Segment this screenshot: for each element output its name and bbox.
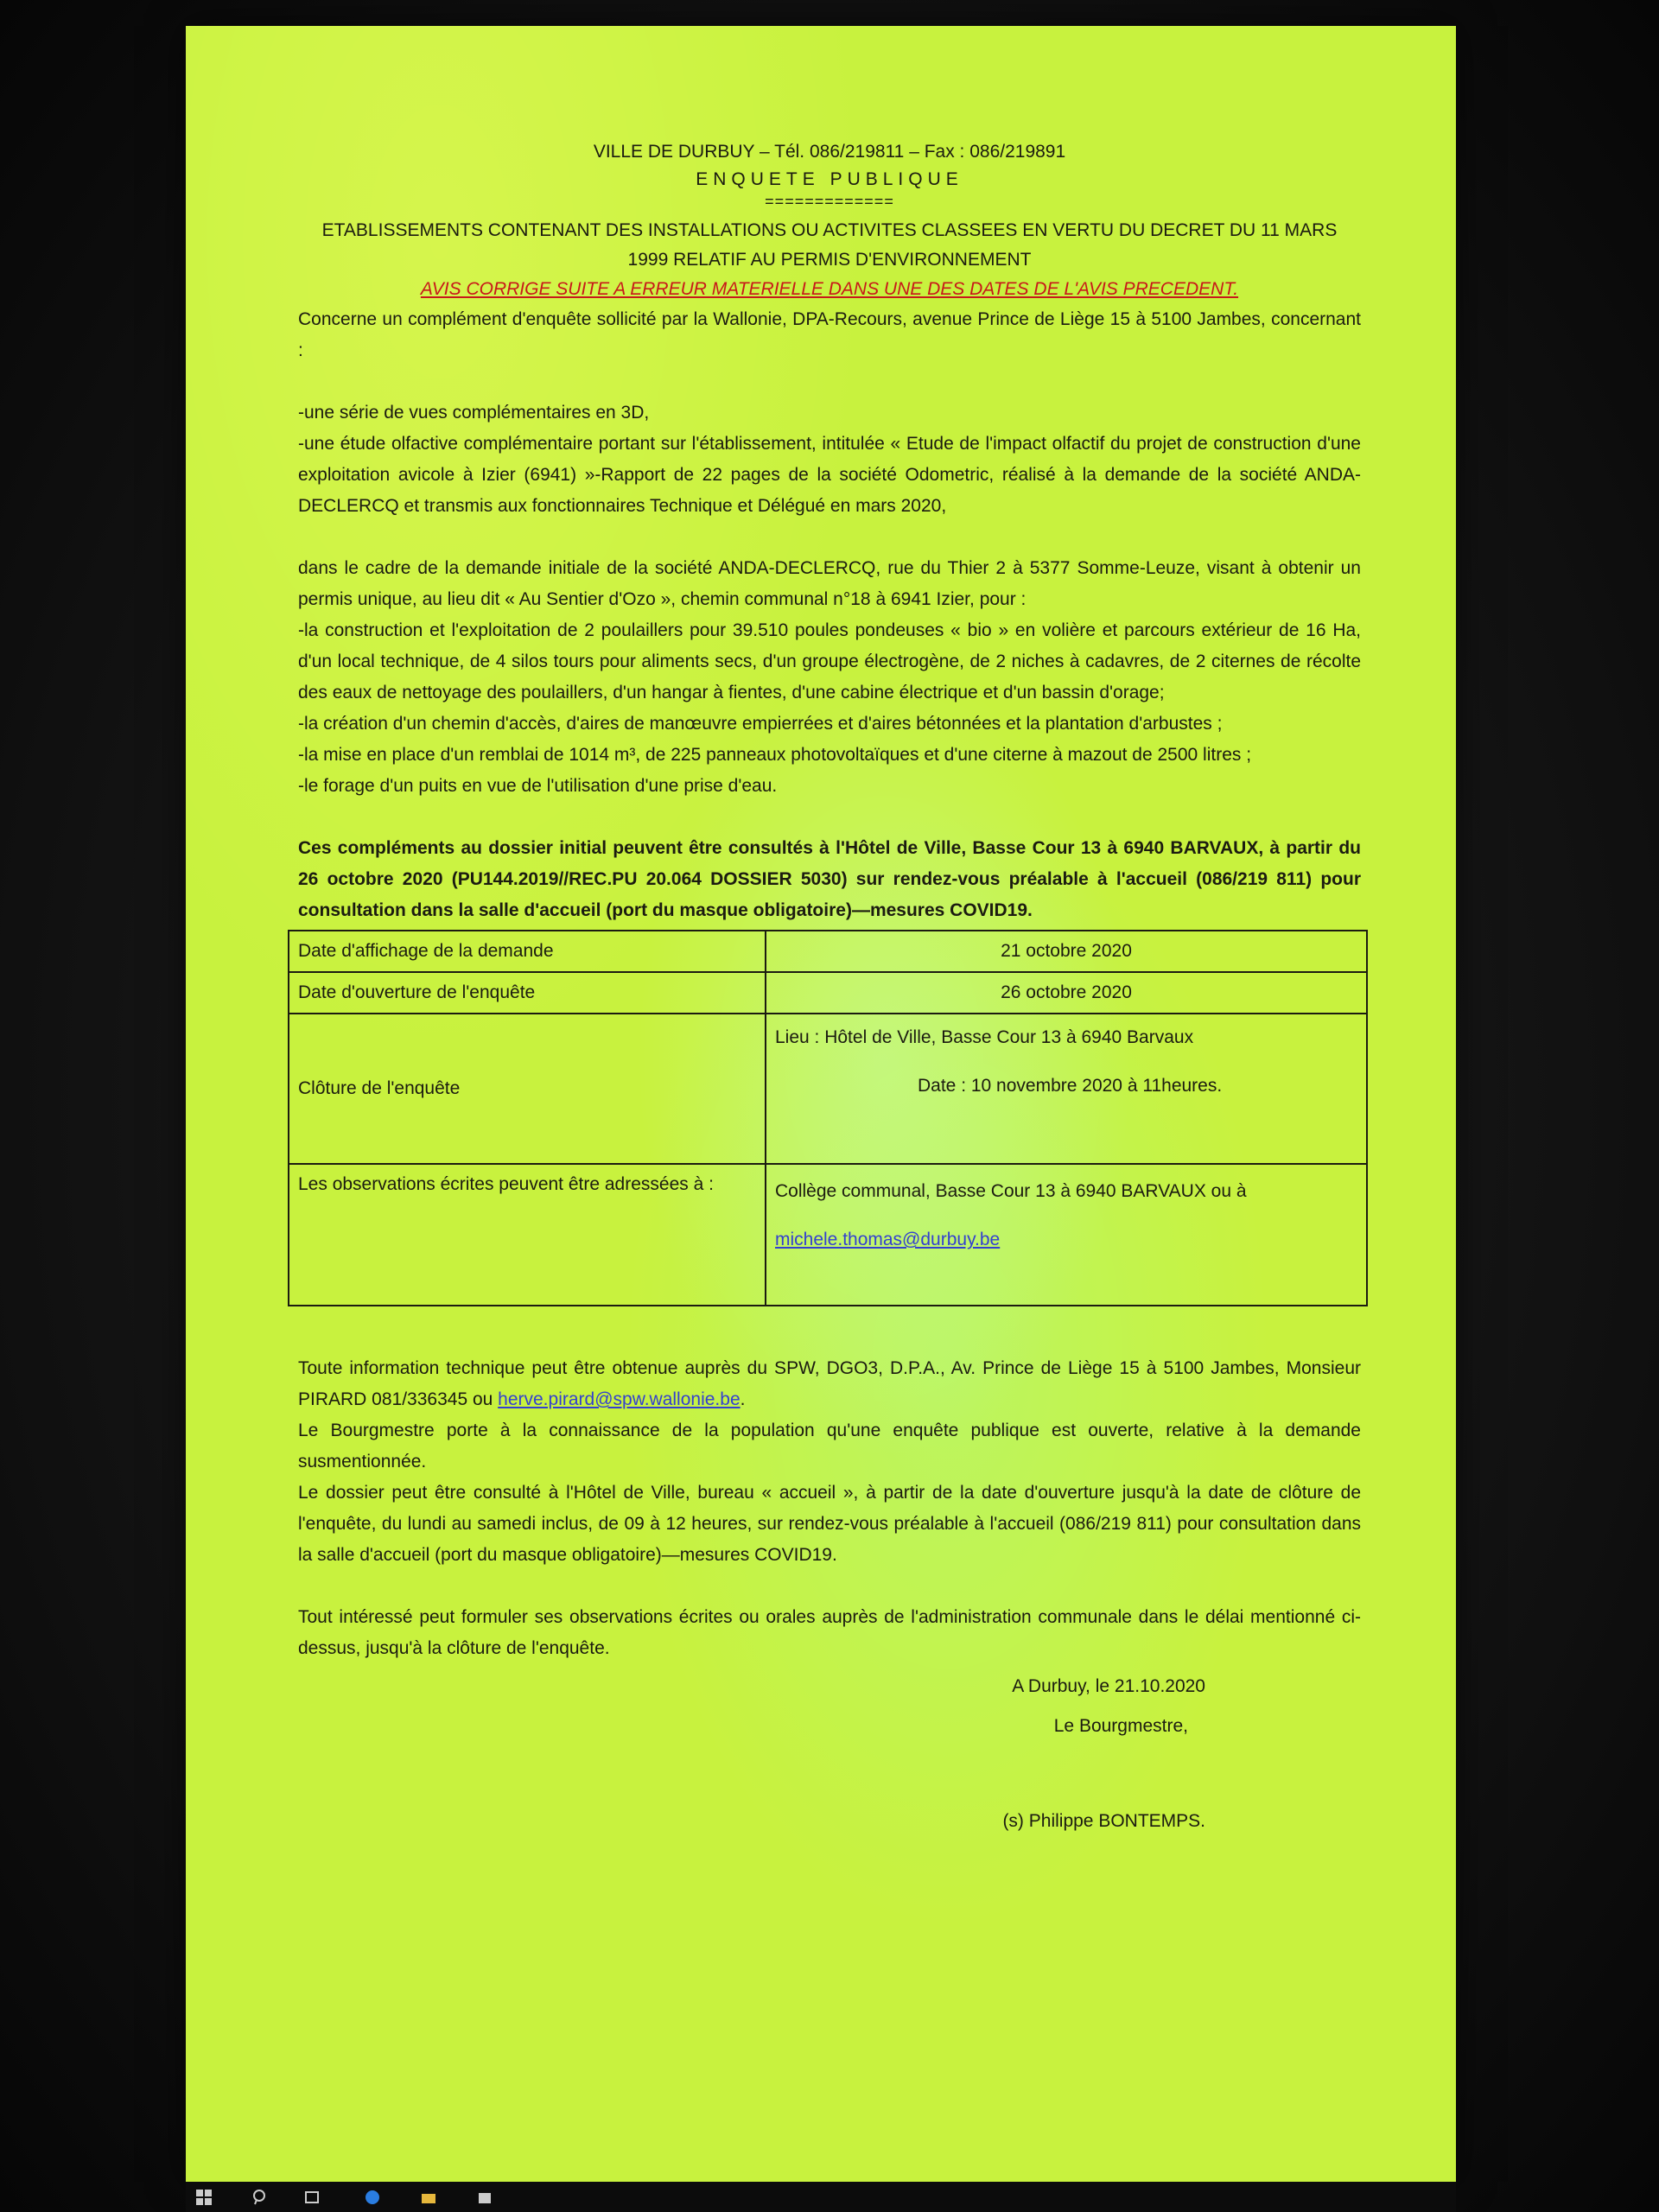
table-value-observations <box>766 1164 1367 1306</box>
complement-item-1: -une série de vues complémentaires en 3D, <box>298 403 650 423</box>
project-item-3: -la mise en place d'un remblai de 1014 m³, de 225 panneaux photovoltaïques et d'une citerne à mazout de 2500 litres ; <box>298 745 1252 765</box>
edge-icon[interactable] <box>363 2189 382 2208</box>
project-item-2: -la création d'un chemin d'accès, d'aires de manœuvre empierrées et d'aires bétonnées et la plantation d'arbustes ; <box>298 714 1223 734</box>
public-notice-document <box>298 138 1361 1837</box>
table-label-opening-date: Date d'ouverture de l'enquête <box>289 972 766 1014</box>
complement-item-2: -une étude olfactive complémentaire portant sur l'établissement, intitulée « Etude de l'impact olfactif du projet de construction d'une exploitation avicole à Izier (6941) »-Rapport de 22 pages de la société Odometric, réalisé à la demande de la société ANDA-DECLERCQ et transmis aux fonctionnaires Technique et Délégué en mars 2020, <box>298 434 1361 516</box>
inquiry-dates-table <box>288 930 1368 1306</box>
table-row <box>289 1014 1367 1164</box>
windows-icon[interactable] <box>194 2189 213 2208</box>
observations-paragraph: Tout intéressé peut formuler ses observations écrites ou orales auprès de l'administration communale dans le délai mentionné ci-dessus, jusqu'à la clôture de l'enquête. <box>298 1607 1361 1658</box>
table-label-posting-date: Date d'affichage de la demande <box>289 931 766 972</box>
bourgmestre-paragraph: Le Bourgmestre porte à la connaissance de la population qu'une enquête publique est ouverte, relative à la demande susmentionnée. <box>298 1421 1361 1471</box>
technical-info-paragraph <box>298 1353 1361 1415</box>
table-row <box>289 972 1367 1014</box>
observations-email-link[interactable]: michele.thomas@durbuy.be <box>775 1230 1001 1249</box>
place-date: A Durbuy, le 21.10.2020 <box>1012 1676 1205 1696</box>
notice-header-title: ENQUETE PUBLIQUE <box>696 169 963 189</box>
table-value-posting-date: 21 octobre 2020 <box>766 931 1367 972</box>
signatory-title: Le Bourgmestre, <box>1053 1716 1188 1736</box>
search-icon[interactable] <box>251 2189 270 2208</box>
table-value-opening-date: 26 octobre 2020 <box>766 972 1367 1014</box>
table-row <box>289 931 1367 972</box>
corrected-notice-warning: AVIS CORRIGE SUITE A ERREUR MATERIELLE DANS UNE DES DATES DE L'AVIS PRECEDENT. <box>420 279 1239 299</box>
signatory-name: (s) Philippe BONTEMPS. <box>1002 1811 1205 1831</box>
task-view-icon[interactable] <box>302 2189 321 2208</box>
table-value-closing <box>766 1014 1367 1164</box>
table-label-closing: Clôture de l'enquête <box>289 1014 766 1164</box>
file-explorer-icon[interactable] <box>419 2189 438 2208</box>
display-screen <box>186 26 1456 2182</box>
table-label-observations: Les observations écrites peuvent être adressées à : <box>289 1164 766 1306</box>
windows-taskbar <box>186 2182 1456 2212</box>
closing-location: Lieu : Hôtel de Ville, Basse Cour 13 à 6940 Barvaux <box>775 1027 1194 1047</box>
notice-header-separator: ============= <box>765 193 894 210</box>
intro-paragraph: Concerne un complément d'enquête sollicité par la Wallonie, DPA-Recours, avenue Prince de Liège 15 à 5100 Jambes, concernant : <box>298 309 1361 360</box>
dossier-paragraph: Le dossier peut être consulté à l'Hôtel de Ville, bureau « accueil », à partir de la date d'ouverture jusqu'à la date de clôture de l'enquête, du lundi au samedi inclus, de 09 à 12 heures, sur rendez-vous préalable à l'accueil (086/219 811) pour consultation dans la salle d'accueil (port du masque obligatoire)—mesures COVID19. <box>298 1483 1361 1565</box>
notice-header-subject: ETABLISSEMENTS CONTENANT DES INSTALLATIONS OU ACTIVITES CLASSEES EN VERTU DU DECRET DU 11 MARS 1999 RELATIF AU PERMIS D'ENVIRONNEMENT <box>321 220 1338 270</box>
notice-header-town: VILLE DE DURBUY – Tél. 086/219811 – Fax : 086/219891 <box>593 142 1066 162</box>
context-paragraph: dans le cadre de la demande initiale de la société ANDA-DECLERCQ, rue du Thier 2 à 5377 Somme-Leuze, visant à obtenir un permis unique, au lieu dit « Au Sentier d'Ozo », chemin communal n°18 à 6941 Izier, pour : <box>298 558 1361 609</box>
store-icon[interactable] <box>475 2189 494 2208</box>
project-item-4: -le forage d'un puits en vue de l'utilisation d'une prise d'eau. <box>298 776 778 796</box>
observations-address: Collège communal, Basse Cour 13 à 6940 BARVAUX ou à <box>775 1181 1247 1201</box>
closing-date: Date : 10 novembre 2020 à 11heures. <box>918 1076 1223 1096</box>
technical-info-text: Toute information technique peut être obtenue auprès du SPW, DGO3, D.P.A., Av. Prince de Liège 15 à 5100 Jambes, Monsieur PIRARD 081/336345 ou <box>298 1358 1361 1409</box>
technical-info-end: . <box>740 1389 746 1409</box>
technical-info-email-link[interactable]: herve.pirard@spw.wallonie.be <box>498 1389 741 1409</box>
table-row <box>289 1164 1367 1306</box>
consultation-paragraph: Ces compléments au dossier initial peuvent être consultés à l'Hôtel de Ville, Basse Cour 13 à 6940 BARVAUX, à partir du 26 octobre 2020 (PU144.2019//REC.PU 20.064 DOSSIER 5030) sur rendez-vous préalable à l'accueil (086/219 811) pour consultation dans la salle d'accueil (port du masque obligatoire)—mesures COVID19. <box>298 838 1361 920</box>
project-item-1: -la construction et l'exploitation de 2 poulaillers pour 39.510 poules pondeuses « bio » en volière et parcours extérieur de 16 Ha, d'un local technique, de 4 silos tours pour aliments secs, d'un groupe électrogène, de 2 niches à cadavres, de 2 citernes de récolte des eaux de nettoyage des poulaillers, d'un hangar à fientes, d'une cabine électrique et d'un bassin d'orage; <box>298 620 1361 702</box>
